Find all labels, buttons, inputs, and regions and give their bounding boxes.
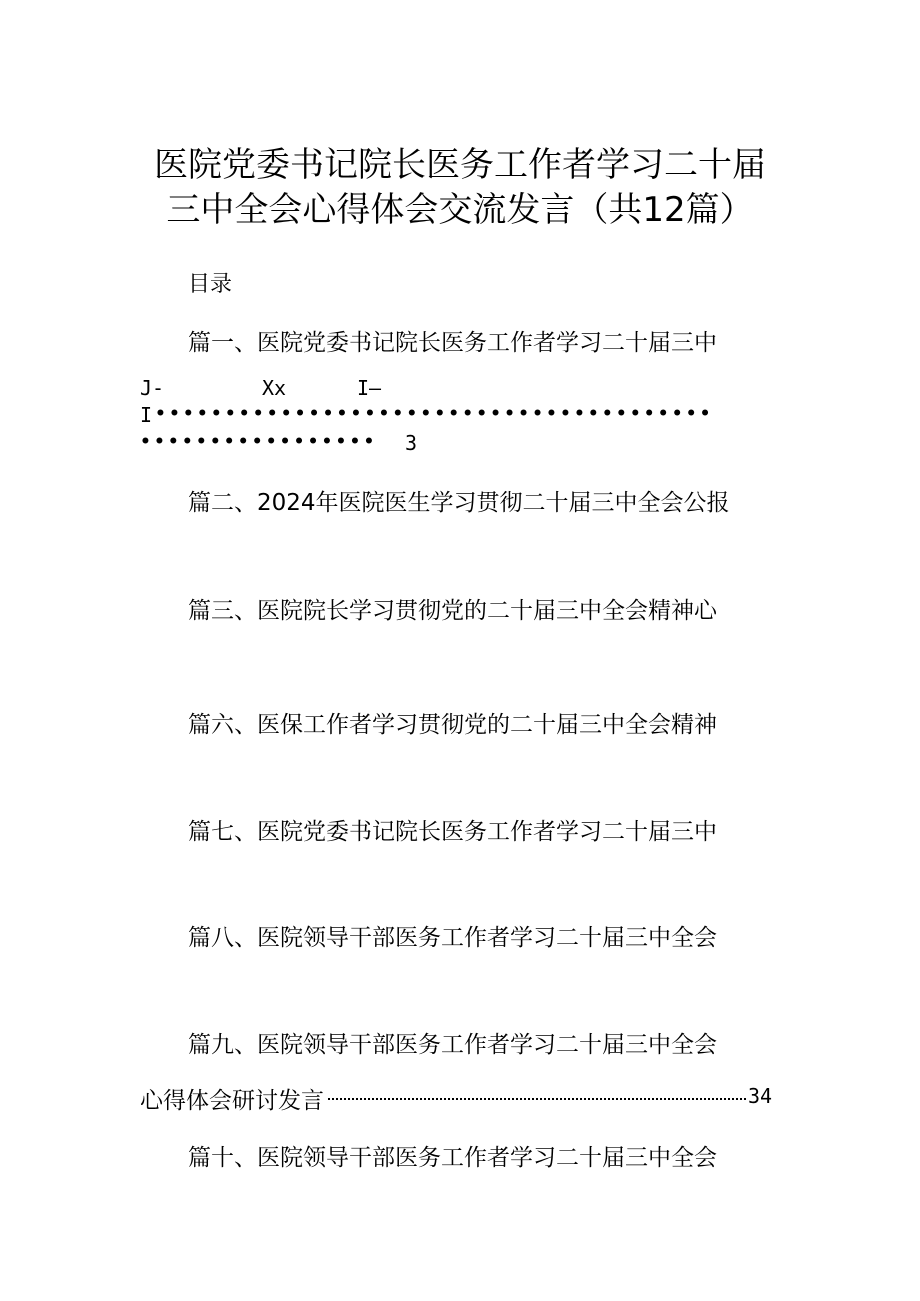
toc-item-10: 篇十、医院领导干部医务工作者学习二十届三中全会 [188,1145,717,1171]
document-title-line-1: 医院党委书记院长医务工作者学习二十届 [154,145,766,185]
document-title-line-2: 三中全会心得体会交流发言（共12篇） [166,190,754,230]
toc-garble-3: I— [357,376,382,400]
toc-dot-leader-1: •••••••••••••••••••••••••••••••••••••••• [155,404,714,424]
toc-dot-leader-9 [328,1098,746,1100]
toc-garble-4: I [140,403,153,427]
toc-item-9-continuation: 心得体会研讨发言 [140,1088,324,1114]
toc-garble-1: J- [140,376,165,400]
toc-item-3: 篇三、医院院长学习贯彻党的二十届三中全会精神心 [188,598,717,624]
toc-item-7: 篇七、医院党委书记院长医务工作者学习二十届三中 [188,819,717,845]
toc-item-2: 篇二、2024年医院医生学习贯彻二十届三中全会公报 [188,490,730,516]
toc-dot-leader-2: ••••••••••••••••• [140,432,378,452]
toc-item-8: 篇八、医院领导干部医务工作者学习二十届三中全会 [188,925,717,951]
toc-heading: 目录 [188,272,233,297]
toc-item-6: 篇六、医保工作者学习贯彻党的二十届三中全会精神 [188,712,717,738]
toc-item-9: 篇九、医院领导干部医务工作者学习二十届三中全会 [188,1032,717,1058]
toc-garble-2: Xx [262,376,287,400]
toc-page-number-1: 3 [405,431,418,455]
toc-page-number-9: 34 [748,1084,773,1108]
toc-item-1: 篇一、医院党委书记院长医务工作者学习二十届三中 [188,330,717,356]
